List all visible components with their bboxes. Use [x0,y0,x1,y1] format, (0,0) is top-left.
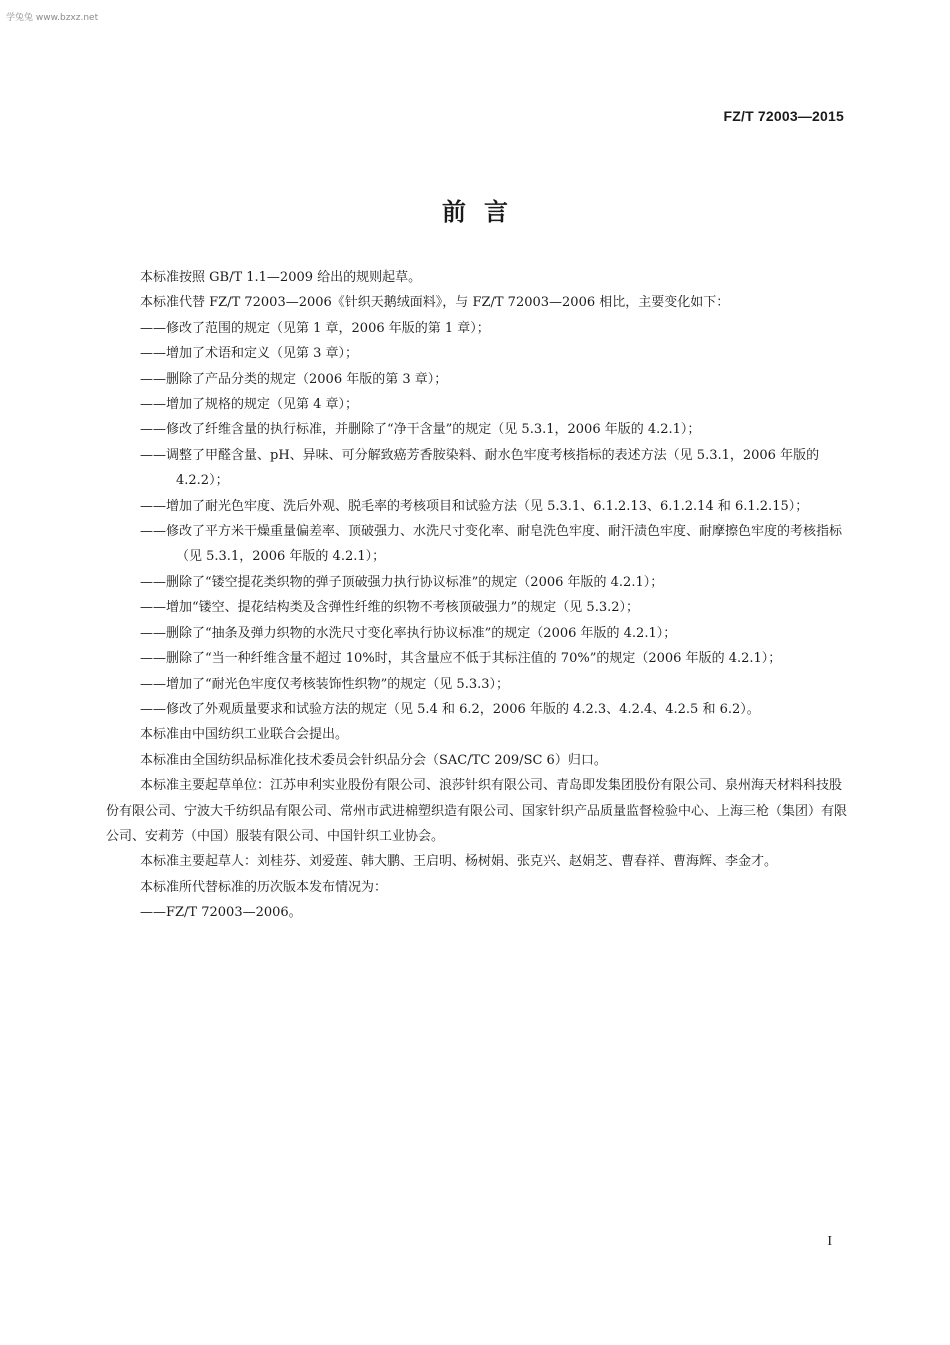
change-item: ——增加“镂空、提花结构类及含弹性纤维的织物不考核顶破强力”的规定（见 5.3.2）； [140,600,640,616]
drafters: 本标准主要起草人：刘桂芬、刘爱莲、韩大鹏、王启明、杨树娟、张克兴、赵娟芝、曹春祥、曹海辉、李金才。 [140,854,778,870]
standard-code: FZ/T 72003—2015 [723,108,844,124]
change-item: ——调整了甲醛含量、pH、异味、可分解致癌芳香胺染料、耐水色牢度考核指标的表述方法（见 5.3.1，2006 年版的 4.2.2）； [140,447,820,489]
closing-paragraph: 本标准由全国纺织品标准化技术委员会针织品分会（SAC/TC 209/SC 6）归口。 [140,752,607,768]
page-number: I [827,1234,832,1249]
document-body [106,265,854,926]
intro-paragraph: 本标准按照 GB/T 1.1—2009 给出的规则起草。 [140,270,422,285]
change-item: ——增加了“耐光色牢度仅考核装饰性织物”的规定（见 5.3.3）； [140,676,510,692]
change-item: ——增加了规格的规定（见第 4 章）； [140,397,359,413]
closing-paragraph: 本标准由中国纺织工业联合会提出。 [140,727,349,743]
change-item: ——修改了纤维含量的执行标准，并删除了“净干含量”的规定（见 5.3.1，2006 年版的 4.2.1）； [140,422,701,438]
change-item: ——删除了产品分类的规定（2006 年版的第 3 章）； [140,371,448,387]
closing-paragraph: 本标准所代替标准的历次版本发布情况为： [140,879,388,895]
page-title: 前言 [442,198,526,226]
change-item: ——增加了耐光色牢度、洗后外观、脱毛率的考核项目和试验方法（见 5.3.1、6.1.2.13、6.1.2.14 和 6.1.2.15）； [140,498,809,514]
change-item: ——修改了平方米干燥重量偏差率、顶破强力、水洗尺寸变化率、耐皂洗色牢度、耐汗渍色牢度、耐摩擦色牢度的考核指标（见 5.3.1，2006 年版的 4.2.1）； [140,524,843,565]
drafting-units: 本标准主要起草单位：江苏申利实业股份有限公司、浪莎针织有限公司、青岛即发集团股份有限公司、泉州海天材料科技股份有限公司、宁波大千纺织品有限公司、常州市武进棉塑织造有限公司、国家针织产品质量监督检验中心、上海三枪（集团）有限公司、安莉芳（中国）服装有限公司、中国针织工业协会。 [106,778,848,844]
change-item: ——增加了术语和定义（见第 3 章）； [140,346,359,362]
change-item: ——删除了“当一种纤维含量不超过 10%时，其含量应不低于其标注值的 70%”的规定（2006 年版的 4.2.1）； [140,651,782,667]
intro-paragraph: 本标准代替 FZ/T 72003—2006《针织天鹅绒面料》，与 FZ/T 72003—2006 相比，主要变化如下： [140,295,730,311]
history-item: ——FZ/T 72003—2006。 [140,905,302,921]
change-item: ——修改了范围的规定（见第 1 章，2006 年版的第 1 章）； [140,320,490,336]
change-item: ——修改了外观质量要求和试验方法的规定（见 5.4 和 6.2，2006 年版的 4.2.3、4.2.4、4.2.5 和 6.2）。 [140,701,760,717]
watermark: 学兔兔 www.bzxz.net [6,13,99,23]
change-item: ——删除了“镂空提花类织物的弹子顶破强力执行协议标准”的规定（2006 年版的 4.2.1）； [140,574,664,590]
change-item: ——删除了“抽条及弹力织物的水洗尺寸变化率执行协议标准”的规定（2006 年版的 4.2.1）； [140,625,677,641]
